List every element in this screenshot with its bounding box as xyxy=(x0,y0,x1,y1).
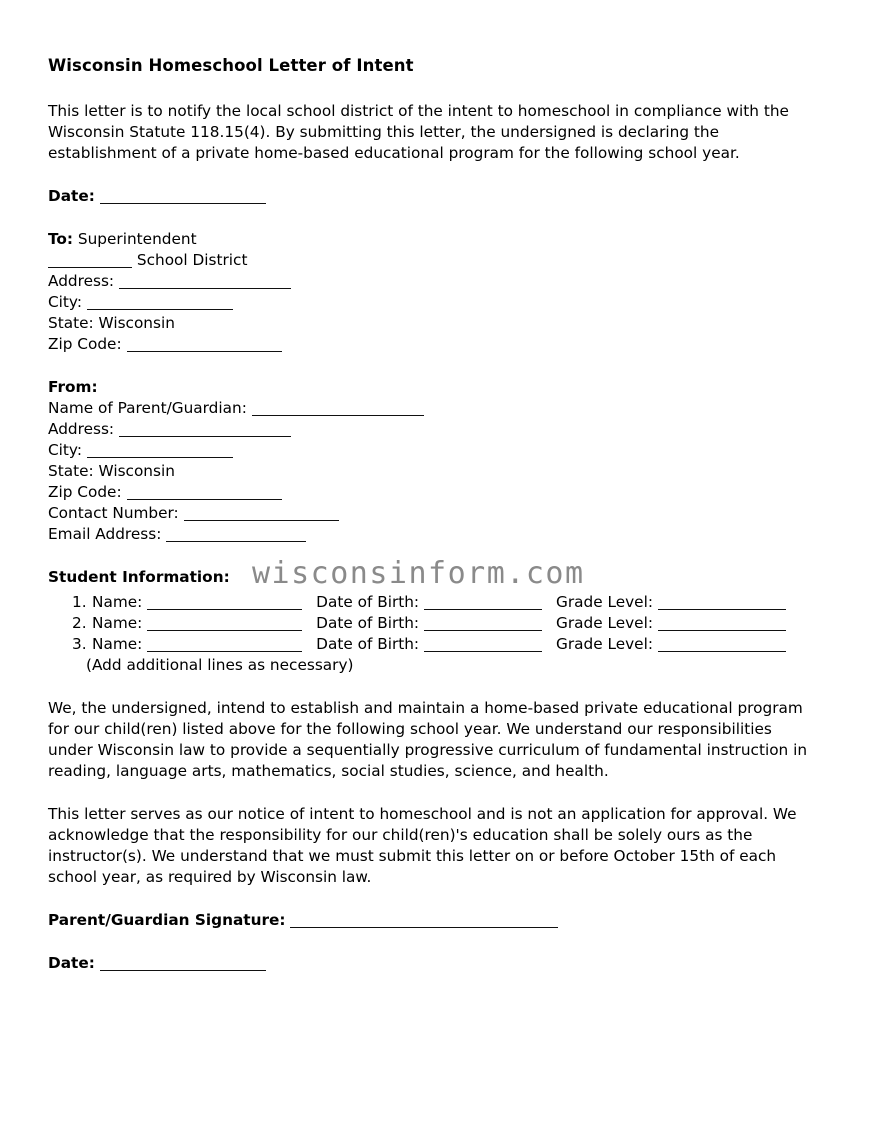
signature-date-input-blank[interactable] xyxy=(100,958,266,971)
signature-block xyxy=(48,910,834,974)
sender-zip-input-blank[interactable] xyxy=(127,487,282,500)
intro-paragraph: This letter is to notify the local school district of the intent to homeschool in compliance with the Wisconsin Statute 118.15(4). By submitting this letter, the undersigned is declaring the establishment of a private home-based educational program for the following school year. xyxy=(48,101,789,162)
recipient-block xyxy=(48,229,834,355)
student-row xyxy=(48,592,834,613)
school-district-input-blank[interactable] xyxy=(48,255,132,268)
recipient-city-label: City: xyxy=(48,292,83,311)
sender-city-input-blank[interactable] xyxy=(87,445,233,458)
sender-address-input-blank[interactable] xyxy=(119,424,291,437)
from-heading-row xyxy=(48,377,834,398)
spacer xyxy=(48,355,834,377)
student-row-number: 3. xyxy=(72,634,87,653)
sender-zip-label: Zip Code: xyxy=(48,482,122,501)
student-dob-label: Date of Birth: xyxy=(316,634,420,653)
student-grade-label: Grade Level: xyxy=(555,613,654,632)
student-additional-lines-note: (Add additional lines as necessary) xyxy=(86,655,354,674)
spacer xyxy=(48,676,834,698)
student-grade-input-blank[interactable] xyxy=(658,639,786,652)
student-dob-label: Date of Birth: xyxy=(316,592,420,611)
date-field-row xyxy=(48,186,834,207)
student-dob-input-blank[interactable] xyxy=(424,639,542,652)
student-information-heading: Student Information: xyxy=(48,567,230,586)
student-dob-label: Date of Birth: xyxy=(316,613,420,632)
from-label: From: xyxy=(48,377,98,396)
spacer xyxy=(48,545,834,567)
sender-city-label: City: xyxy=(48,440,83,459)
recipient-city-input-blank[interactable] xyxy=(87,297,233,310)
sender-state-value: Wisconsin xyxy=(98,461,175,480)
signature-date-row xyxy=(48,953,834,974)
to-value: Superintendent xyxy=(77,229,197,248)
student-row-number: 1. xyxy=(72,592,87,611)
student-name-input-blank[interactable] xyxy=(147,597,302,610)
student-dob-input-blank[interactable] xyxy=(424,597,542,610)
watermark: wisconsinform.com xyxy=(252,556,585,591)
student-grade-input-blank[interactable] xyxy=(658,597,786,610)
recipient-to-row xyxy=(48,229,834,250)
student-information-block xyxy=(48,567,834,676)
sender-city-row xyxy=(48,440,834,461)
sender-email-row xyxy=(48,524,834,545)
recipient-state-row xyxy=(48,313,834,334)
sender-address-row xyxy=(48,419,834,440)
recipient-district-row xyxy=(48,250,834,271)
sender-contact-row xyxy=(48,503,834,524)
school-district-suffix: School District xyxy=(136,250,248,269)
recipient-state-value: Wisconsin xyxy=(98,313,175,332)
student-name-input-blank[interactable] xyxy=(147,639,302,652)
signature-date-label: Date: xyxy=(48,953,95,972)
sender-email-input-blank[interactable] xyxy=(166,529,306,542)
recipient-zip-row xyxy=(48,334,834,355)
spacer xyxy=(48,207,834,229)
sender-name-label: Name of Parent/Guardian: xyxy=(48,398,247,417)
student-grade-label: Grade Level: xyxy=(555,634,654,653)
date-input-blank[interactable] xyxy=(100,191,266,204)
sender-email-label: Email Address: xyxy=(48,524,162,543)
student-name-input-blank[interactable] xyxy=(147,618,302,631)
student-row xyxy=(48,613,834,634)
signature-row xyxy=(48,910,834,931)
student-dob-input-blank[interactable] xyxy=(424,618,542,631)
recipient-address-input-blank[interactable] xyxy=(119,276,291,289)
sender-state-row xyxy=(48,461,834,482)
body-paragraph-2: This letter serves as our notice of intent to homeschool and is not an application for approval. We acknowledge that the responsibility for our child(ren)'s education shall be solely ours as the instructor(s). We understand that we must submit this letter on or before October 15th of each school year, as required by Wisconsin law. xyxy=(48,804,797,886)
student-name-label: Name: xyxy=(92,592,143,611)
sender-name-row xyxy=(48,398,834,419)
spacer xyxy=(48,931,834,953)
recipient-address-row xyxy=(48,271,834,292)
student-name-label: Name: xyxy=(92,634,143,653)
page-title: Wisconsin Homeschool Letter of Intent xyxy=(48,56,414,75)
student-row-number: 2. xyxy=(72,613,87,632)
recipient-zip-label: Zip Code: xyxy=(48,334,122,353)
signature-input-blank[interactable] xyxy=(290,915,558,928)
student-row xyxy=(48,634,834,655)
recipient-zip-input-blank[interactable] xyxy=(127,339,282,352)
recipient-address-label: Address: xyxy=(48,271,115,290)
student-rows xyxy=(48,592,834,676)
sender-zip-row xyxy=(48,482,834,503)
sender-address-label: Address: xyxy=(48,419,115,438)
signature-label: Parent/Guardian Signature: xyxy=(48,910,286,929)
sender-name-input-blank[interactable] xyxy=(252,403,424,416)
sender-block xyxy=(48,377,834,545)
recipient-city-row xyxy=(48,292,834,313)
sender-contact-input-blank[interactable] xyxy=(184,508,339,521)
to-label: To: xyxy=(48,229,74,248)
student-grade-label: Grade Level: xyxy=(555,592,654,611)
body-paragraph-1: We, the undersigned, intend to establish and maintain a home-based private educational program for our child(ren) listed above for the following school year. We understand our responsibilities under Wisconsin law to provide a sequentially progressive curriculum of fundamental instruction in reading, language arts, mathematics, social studies, science, and health. xyxy=(48,698,808,780)
student-grade-input-blank[interactable] xyxy=(658,618,786,631)
sender-state-label: State: xyxy=(48,461,94,480)
sender-contact-label: Contact Number: xyxy=(48,503,179,522)
student-information-heading-row xyxy=(48,567,834,588)
date-label: Date: xyxy=(48,186,95,205)
student-name-label: Name: xyxy=(92,613,143,632)
recipient-state-label: State: xyxy=(48,313,94,332)
